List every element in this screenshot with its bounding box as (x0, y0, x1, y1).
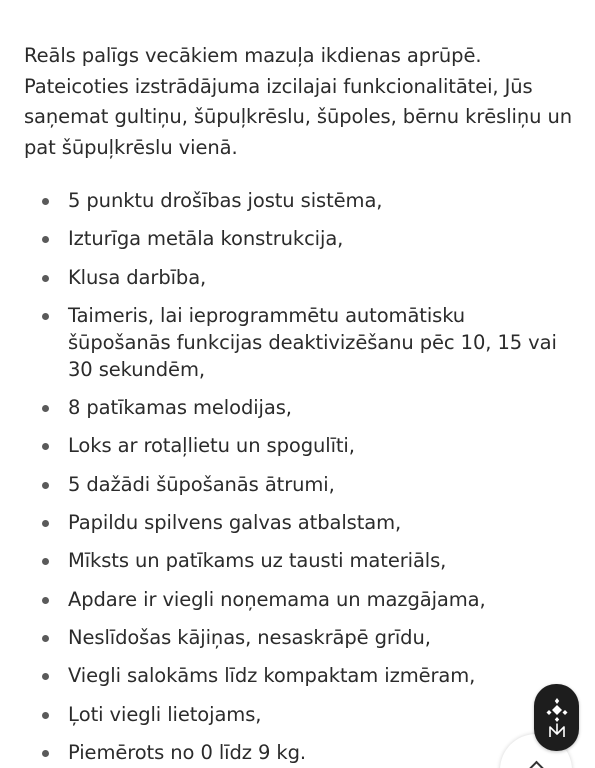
feature-text: 5 punktu drošības jostu sistēma, (68, 189, 383, 212)
product-description (24, 41, 572, 768)
bullet-icon (42, 443, 49, 450)
list-item (24, 394, 572, 421)
list-item (24, 471, 572, 498)
bullet-icon (42, 597, 49, 604)
intro-paragraph: Reāls palīgs vecākiem mazuļa ikdienas aprūpē. Pateicoties izstrādājuma izcilajai funkcionalitātei, Jūs saņemat gultiņu, šūpuļkrēslu, šūpoles, bērnu krēsliņu un pat šūpuļkrēslu vienā. (24, 44, 572, 159)
bullet-icon (42, 558, 49, 565)
bullet-icon (42, 275, 49, 282)
list-item (24, 701, 572, 728)
bullet-icon (42, 198, 49, 205)
list-item (24, 662, 572, 689)
feature-text: Apdare ir viegli noņemama un mazgājama, (68, 587, 486, 611)
bullet-icon (42, 712, 49, 719)
feature-text: Piemērots no 0 līdz 9 kg. (68, 740, 306, 764)
feature-text: Taimeris, lai ieprogrammētu automātisku šūpošanās funkcijas deaktivizēšanu pēc 10, 15 vai 30 sekundēm, (68, 303, 557, 381)
chevron-up-icon (529, 761, 545, 768)
feature-text: Loks ar rotaļlietu un spogulīti, (68, 434, 355, 458)
feature-text: Viegli salokāms līdz kompaktam izmēram, (68, 664, 476, 688)
list-item (24, 264, 572, 291)
bullet-icon (42, 673, 49, 680)
feature-text: Neslīdošas kājiņas, nesaskrāpē grīdu, (68, 625, 431, 649)
list-item (24, 225, 572, 252)
feature-text: Klusa darbība, (68, 265, 207, 289)
feature-list (24, 187, 572, 766)
list-item (24, 432, 572, 459)
list-item (24, 739, 572, 766)
feature-text: 5 dažādi šūpošanās ātrumi, (68, 472, 335, 496)
bullet-icon (42, 520, 49, 527)
feature-text: Mīksts un patīkams uz tausti materiāls, (68, 549, 447, 573)
list-item (24, 302, 572, 383)
bullet-icon (42, 635, 49, 642)
feature-text: 8 patīkamas melodijas, (68, 396, 292, 420)
list-item (24, 624, 572, 651)
ornament-logo-icon (542, 696, 572, 740)
brand-chat-button[interactable] (534, 684, 579, 751)
bullet-icon (42, 750, 49, 757)
list-item (24, 509, 572, 536)
feature-text: Ļoti viegli lietojams, (68, 702, 262, 726)
bullet-icon (42, 405, 49, 412)
list-item (24, 187, 572, 214)
feature-text: Izturīga metāla konstrukcija, (68, 227, 344, 251)
bullet-icon (42, 482, 49, 489)
list-item (24, 586, 572, 613)
feature-text: Papildu spilvens galvas atbalstam, (68, 511, 402, 535)
bullet-icon (42, 313, 49, 320)
bullet-icon (42, 236, 49, 243)
list-item (24, 547, 572, 574)
